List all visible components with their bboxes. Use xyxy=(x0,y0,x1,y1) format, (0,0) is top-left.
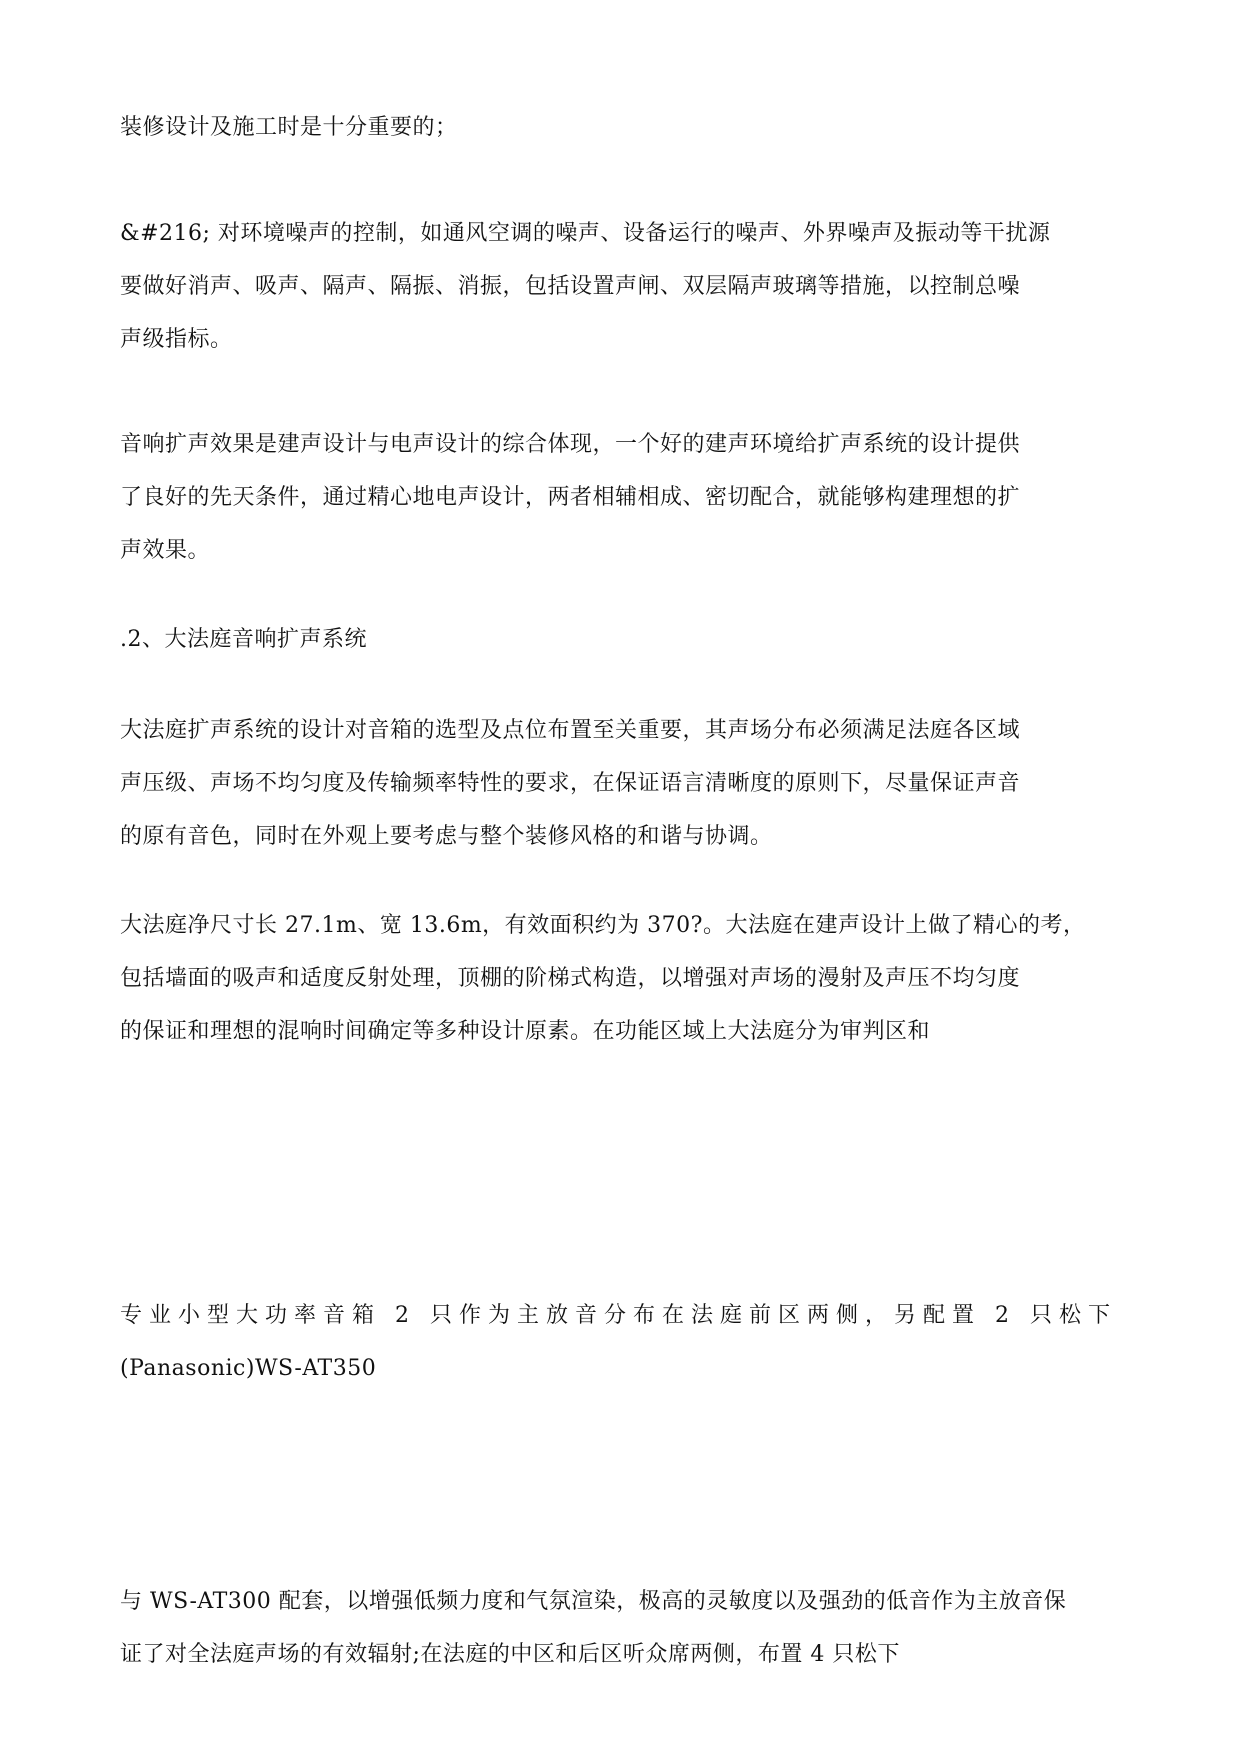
text-line: 专业小型大功率音箱 2 只作为主放音分布在法庭前区两侧，另配置 2 只松下 xyxy=(120,1303,1117,1328)
heading-text: .2、大法庭音响扩声系统 xyxy=(120,627,367,652)
paragraph-court-dimensions xyxy=(120,899,1120,1058)
text-line: 要做好消声、吸声、隔声、隔振、消振，包括设置声闸、双层隔声玻璃等措施，以控制总噪 xyxy=(120,274,1021,299)
text-line: 大法庭扩声系统的设计对音箱的选型及点位布置至关重要，其声场分布必须满足法庭各区域 xyxy=(120,718,1021,743)
text-line: 声级指标。 xyxy=(120,327,233,352)
text-line: 包括墙面的吸声和适度反射处理，顶棚的阶梯式构造，以增强对声场的漫射及声压不均匀度 xyxy=(120,966,1021,991)
paragraph-noise-control xyxy=(120,207,1120,366)
text-line: 的保证和理想的混响时间确定等多种设计原素。在功能区域上大法庭分为审判区和 xyxy=(120,1019,931,1044)
text-line: 与 WS-AT300 配套，以增强低频力度和气氛渲染，极高的灵敏度以及强劲的低音作为主放音保 xyxy=(120,1589,1067,1614)
text-line: 了良好的先天条件，通过精心地电声设计，两者相辅相成、密切配合，就能够构建理想的扩 xyxy=(120,485,1021,510)
text-line: (Panasonic)WS-AT350 xyxy=(120,1356,377,1381)
text-line: &#216; 对环境噪声的控制，如通风空调的噪声、设备运行的噪声、外界噪声及振动等干扰源 xyxy=(120,221,1051,246)
paragraph-sound-reinforcement xyxy=(120,418,1120,577)
text-line: 装修设计及施工时是十分重要的； xyxy=(120,115,458,140)
paragraph-main-speakers xyxy=(120,1289,1120,1395)
paragraph-subwoofer-config xyxy=(120,1575,1120,1681)
text-line: 大法庭净尺寸长 27.1m、宽 13.6m，有效面积约为 370?。大法庭在建声设计上做了精心的考， xyxy=(120,913,1086,938)
text-line: 声压级、声场不均匀度及传输频率特性的要求，在保证语言清晰度的原则下，尽量保证声音 xyxy=(120,771,1021,796)
text-line: 的原有音色，同时在外观上要考虑与整个装修风格的和谐与协调。 xyxy=(120,824,773,849)
paragraph-intro-fragment xyxy=(120,101,1120,154)
text-line: 证了对全法庭声场的有效辐射;在法庭的中区和后区听众席两侧，布置 4 只松下 xyxy=(120,1642,900,1667)
text-line: 音响扩声效果是建声设计与电声设计的综合体现，一个好的建声环境给扩声系统的设计提供 xyxy=(120,432,1021,457)
paragraph-court-system-design xyxy=(120,704,1120,863)
section-heading xyxy=(120,613,1120,666)
text-line: 声效果。 xyxy=(120,538,211,563)
